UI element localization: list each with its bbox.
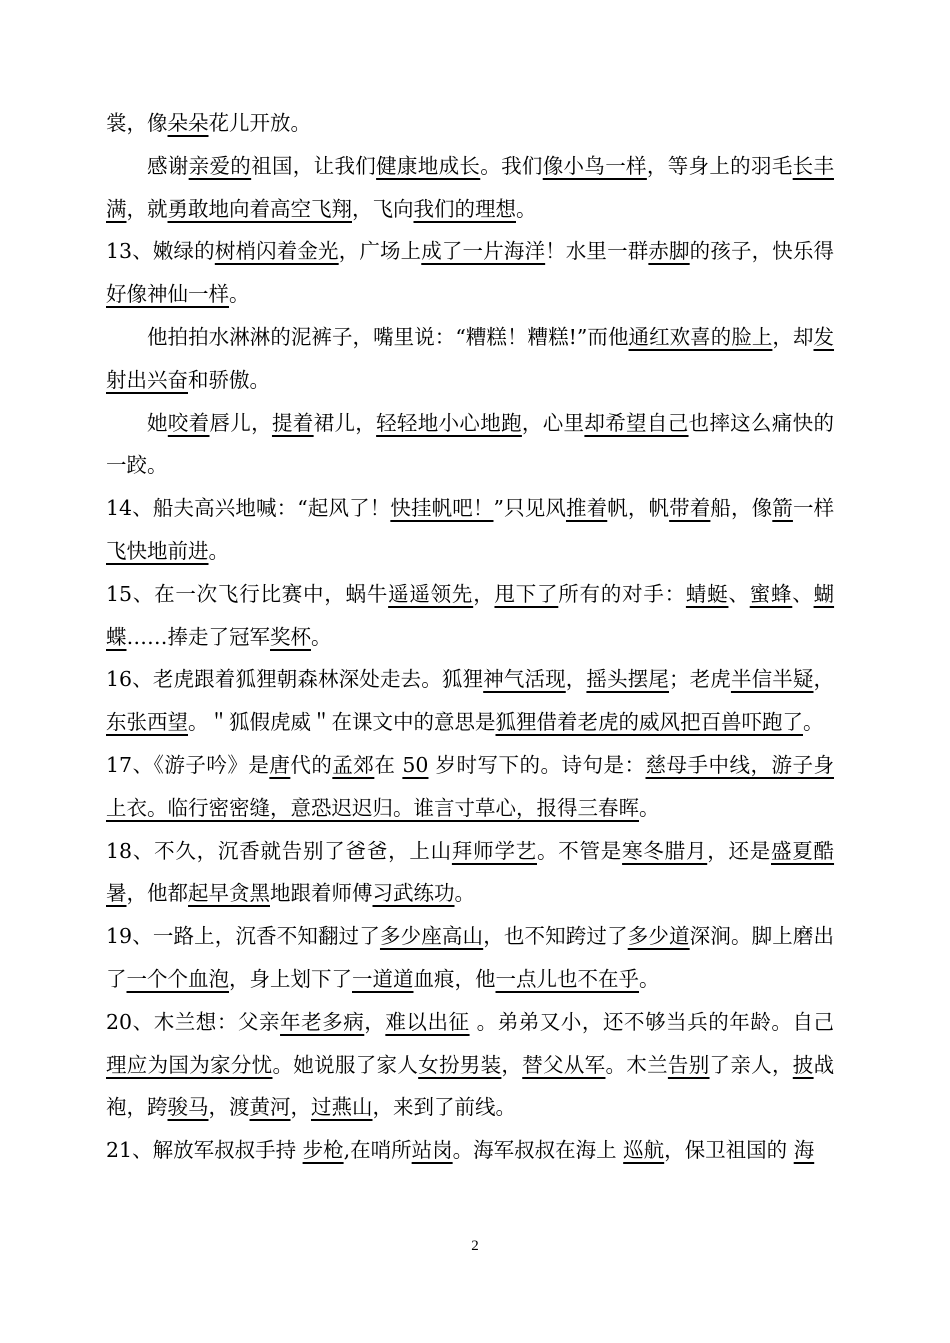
underlined-answer: 发射出兴奋 — [106, 324, 835, 392]
paragraph — [106, 1001, 834, 1129]
underlined-answer: 难以出征 — [385, 1009, 470, 1034]
underlined-answer: 赤脚 — [648, 239, 690, 264]
text-segment: 。木兰 — [605, 1052, 668, 1077]
text-segment: 了亲人， — [709, 1052, 793, 1077]
text-segment: ，保卫祖国的 — [664, 1138, 794, 1163]
underlined-answer: 半信半疑 — [730, 667, 814, 692]
text-segment: 14、船夫高兴地喊：“起风了！ — [106, 496, 391, 521]
underlined-answer: 咬着 — [167, 410, 210, 435]
text-segment: 21、解放军叔叔手持 — [106, 1138, 303, 1163]
underlined-answer: 快挂帆吧！ — [390, 496, 494, 521]
text-segment: 13、嫩绿的 — [106, 239, 215, 264]
text-segment: 。 — [639, 966, 660, 991]
paragraph — [106, 402, 834, 488]
text-segment: ，等身上的羽毛 — [646, 153, 793, 178]
text-segment: 也摔这么痛快的一跤。 — [106, 410, 834, 478]
text-segment: 。 — [229, 282, 250, 307]
text-segment: 帆，帆 — [607, 496, 670, 521]
text-segment: 17、《游子吟》是 — [106, 752, 270, 777]
underlined-answer: 步枪 — [302, 1138, 344, 1163]
text-segment: ，渡 — [208, 1095, 250, 1120]
underlined-answer: 推着 — [565, 496, 608, 521]
underlined-answer: 亲爱的 — [188, 153, 252, 178]
underlined-answer: 唐 — [269, 752, 291, 777]
text-segment: 。 — [639, 795, 660, 820]
underlined-answer: 通红欢喜的脸上 — [628, 324, 773, 349]
text-segment: ”只见风 — [493, 496, 566, 521]
text-segment: ……捧走了冠军 — [126, 624, 270, 649]
underlined-answer: 理应为国为家分忧 — [106, 1052, 273, 1077]
underlined-answer: 替父从军 — [522, 1052, 606, 1077]
underlined-answer: 一点儿也不在乎 — [495, 966, 639, 991]
underlined-answer: 一道道 — [352, 966, 414, 991]
underlined-answer: 健康地成长 — [376, 153, 481, 178]
text-segment: ，他都 — [126, 881, 188, 906]
text-segment: ，身上划下了 — [229, 966, 352, 991]
text-segment: 裳，像 — [106, 111, 168, 135]
text-segment: ，就 — [126, 196, 168, 221]
paragraph — [106, 487, 834, 573]
underlined-answer: 女扮男装 — [418, 1052, 502, 1077]
text-segment: 18、不久，沉香就告别了爸爸，上山 — [106, 838, 452, 863]
underlined-answer: 东张西望 — [106, 710, 188, 735]
text-segment: 19、一路上，沉香不知翻过了 — [106, 924, 380, 949]
underlined-answer: 孟郊 — [332, 752, 375, 777]
text-segment: 她 — [147, 410, 168, 435]
underlined-answer: 站岗 — [411, 1138, 453, 1163]
text-segment: 。不管是 — [537, 838, 623, 863]
text-segment: ， — [813, 667, 835, 692]
underlined-answer: 多少道 — [627, 924, 690, 949]
underlined-answer: 蜜蜂 — [749, 581, 793, 606]
underlined-answer: 我们的理想 — [413, 196, 516, 221]
text-segment: 战袍，跨 — [106, 1052, 835, 1120]
underlined-answer: 好像神仙一样 — [106, 282, 229, 307]
paragraph — [106, 915, 834, 1001]
underlined-answer: 朵朵 — [167, 111, 209, 135]
text-segment: ， — [565, 667, 587, 692]
underlined-answer: 勇敢地向着高空飞翔 — [167, 196, 352, 221]
text-segment: 裙儿， — [313, 410, 377, 435]
text-segment: 、 — [792, 581, 814, 606]
underlined-answer: 盛夏酷暑 — [106, 838, 835, 906]
underlined-answer: 摇头摆尾 — [586, 667, 669, 692]
text-segment: 。弟弟又小，还不够当兵的年龄。自己 — [469, 1009, 835, 1034]
text-segment: 地跟着师傅 — [270, 881, 373, 906]
text-segment: 。＂狐假虎威＂在课文中的意思是 — [188, 710, 496, 735]
underlined-answer: 一个个血泡 — [126, 966, 229, 991]
underlined-answer: 披 — [792, 1052, 814, 1077]
text-segment: 。她说服了家人 — [272, 1052, 419, 1077]
underlined-answer: 习武练功 — [372, 881, 455, 906]
text-segment: ， — [501, 1052, 523, 1077]
underlined-answer: 树梢闪着金光 — [214, 239, 339, 264]
underlined-answer: 拜师学艺 — [451, 838, 537, 863]
text-segment: 20、木兰想：父亲 — [106, 1009, 281, 1034]
paragraph — [106, 230, 834, 316]
underlined-answer: 过燕山 — [311, 1095, 373, 1120]
underlined-answer: 50 — [402, 752, 429, 777]
text-segment: ， — [473, 581, 495, 606]
paragraph — [106, 744, 834, 830]
underlined-answer: 带着 — [669, 496, 711, 521]
text-segment: 他拍拍水淋淋的泥裤子，嘴里说：“糟糕！糟糕!”而他 — [147, 324, 629, 349]
underlined-answer: 年老多病 — [280, 1009, 365, 1034]
text-segment: 祖国，让我们 — [251, 153, 377, 178]
text-segment: ，也不知跨过了 — [483, 924, 628, 949]
underlined-answer: 告别 — [667, 1052, 710, 1077]
underlined-answer: 飞快地前进 — [106, 538, 209, 563]
text-segment: 花儿开放。 — [208, 111, 311, 135]
underlined-answer: 骏马 — [167, 1095, 209, 1120]
text-segment: ，飞向 — [352, 196, 414, 221]
underlined-answer: 轻轻地小心地跑 — [376, 410, 522, 435]
text-segment: 的孩子，快乐得 — [689, 239, 835, 264]
document-body — [106, 102, 834, 1172]
text-segment: 深涧。脚上磨出了 — [106, 924, 835, 991]
underlined-answer: 狐狸借着老虎的威风把百兽吓跑了 — [495, 710, 803, 735]
text-segment: 所有的对手： — [558, 581, 686, 606]
underlined-answer: 蜻蜓 — [685, 581, 729, 606]
underlined-answer: 奖杯 — [270, 624, 311, 649]
text-segment: ，广场上 — [338, 239, 422, 264]
paragraph — [106, 1129, 834, 1172]
paragraph — [106, 316, 834, 402]
text-segment: 感谢 — [147, 153, 189, 178]
text-segment: 。海军叔叔在海上 — [452, 1138, 624, 1163]
text-segment: 唇儿， — [209, 410, 272, 435]
text-segment: 在 — [374, 752, 403, 777]
page-number: 2 — [471, 1238, 479, 1254]
text-segment: 。 — [208, 538, 229, 563]
underlined-answer: 黄河 — [249, 1095, 291, 1120]
text-segment: ，心里 — [521, 410, 585, 435]
underlined-answer: 多少座高山 — [379, 924, 484, 949]
text-segment: 。 — [803, 710, 824, 735]
text-segment: 一样 — [792, 496, 835, 521]
underlined-answer: 成了一片海洋 — [421, 239, 546, 264]
underlined-answer: 海 — [793, 1138, 815, 1163]
text-segment: ！水里一群 — [545, 239, 649, 264]
text-segment: ，来到了前线。 — [372, 1095, 516, 1120]
underlined-answer: 长丰满 — [106, 153, 834, 221]
underlined-answer: 甩下了 — [494, 581, 559, 606]
text-segment: 岁时写下的。诗句是： — [428, 752, 646, 777]
text-segment: 血痕，他 — [413, 966, 496, 991]
text-segment: ， — [364, 1009, 386, 1034]
text-segment: ，却 — [772, 324, 814, 349]
text-segment: ；老虎 — [669, 667, 731, 692]
underlined-answer: 却希望自己 — [584, 410, 689, 435]
text-segment: 代的 — [290, 752, 333, 777]
text-segment: 。我们 — [480, 153, 543, 178]
paragraph — [106, 145, 834, 231]
paragraph — [106, 573, 834, 659]
underlined-answer: 起早贪黑 — [188, 881, 270, 906]
underlined-answer: 慈母手中线，游子身上衣。临行密密缝，意恐迟迟归。谁言寸草心，报得三春晖 — [106, 752, 834, 820]
text-segment: 16、老虎跟着狐狸朝森林深处走去。狐狸 — [106, 667, 484, 692]
paragraph — [106, 102, 834, 145]
text-segment: 。 — [454, 881, 475, 906]
underlined-answer: 寒冬腊月 — [622, 838, 708, 863]
text-segment: ，还是 — [707, 838, 771, 863]
text-segment: 、 — [728, 581, 750, 606]
underlined-answer: 巡航 — [623, 1138, 665, 1163]
underlined-answer: 像小鸟一样 — [542, 153, 647, 178]
text-segment: 和骄傲。 — [188, 367, 270, 392]
paragraph — [106, 658, 834, 744]
underlined-answer: 提着 — [271, 410, 314, 435]
text-segment: 。 — [311, 624, 332, 649]
text-segment: 。 — [516, 196, 537, 221]
paragraph — [106, 830, 834, 916]
text-segment: ,在哨所 — [343, 1138, 412, 1163]
text-segment: 船，像 — [710, 496, 773, 521]
text-segment: 15、在一次飞行比赛中，蜗牛 — [106, 581, 389, 606]
underlined-answer: 箭 — [772, 496, 793, 521]
text-segment: ， — [290, 1095, 311, 1120]
underlined-answer: 遥遥领先 — [388, 581, 474, 606]
underlined-answer: 蝴蝶 — [106, 581, 835, 649]
underlined-answer: 神气活现 — [483, 667, 566, 692]
